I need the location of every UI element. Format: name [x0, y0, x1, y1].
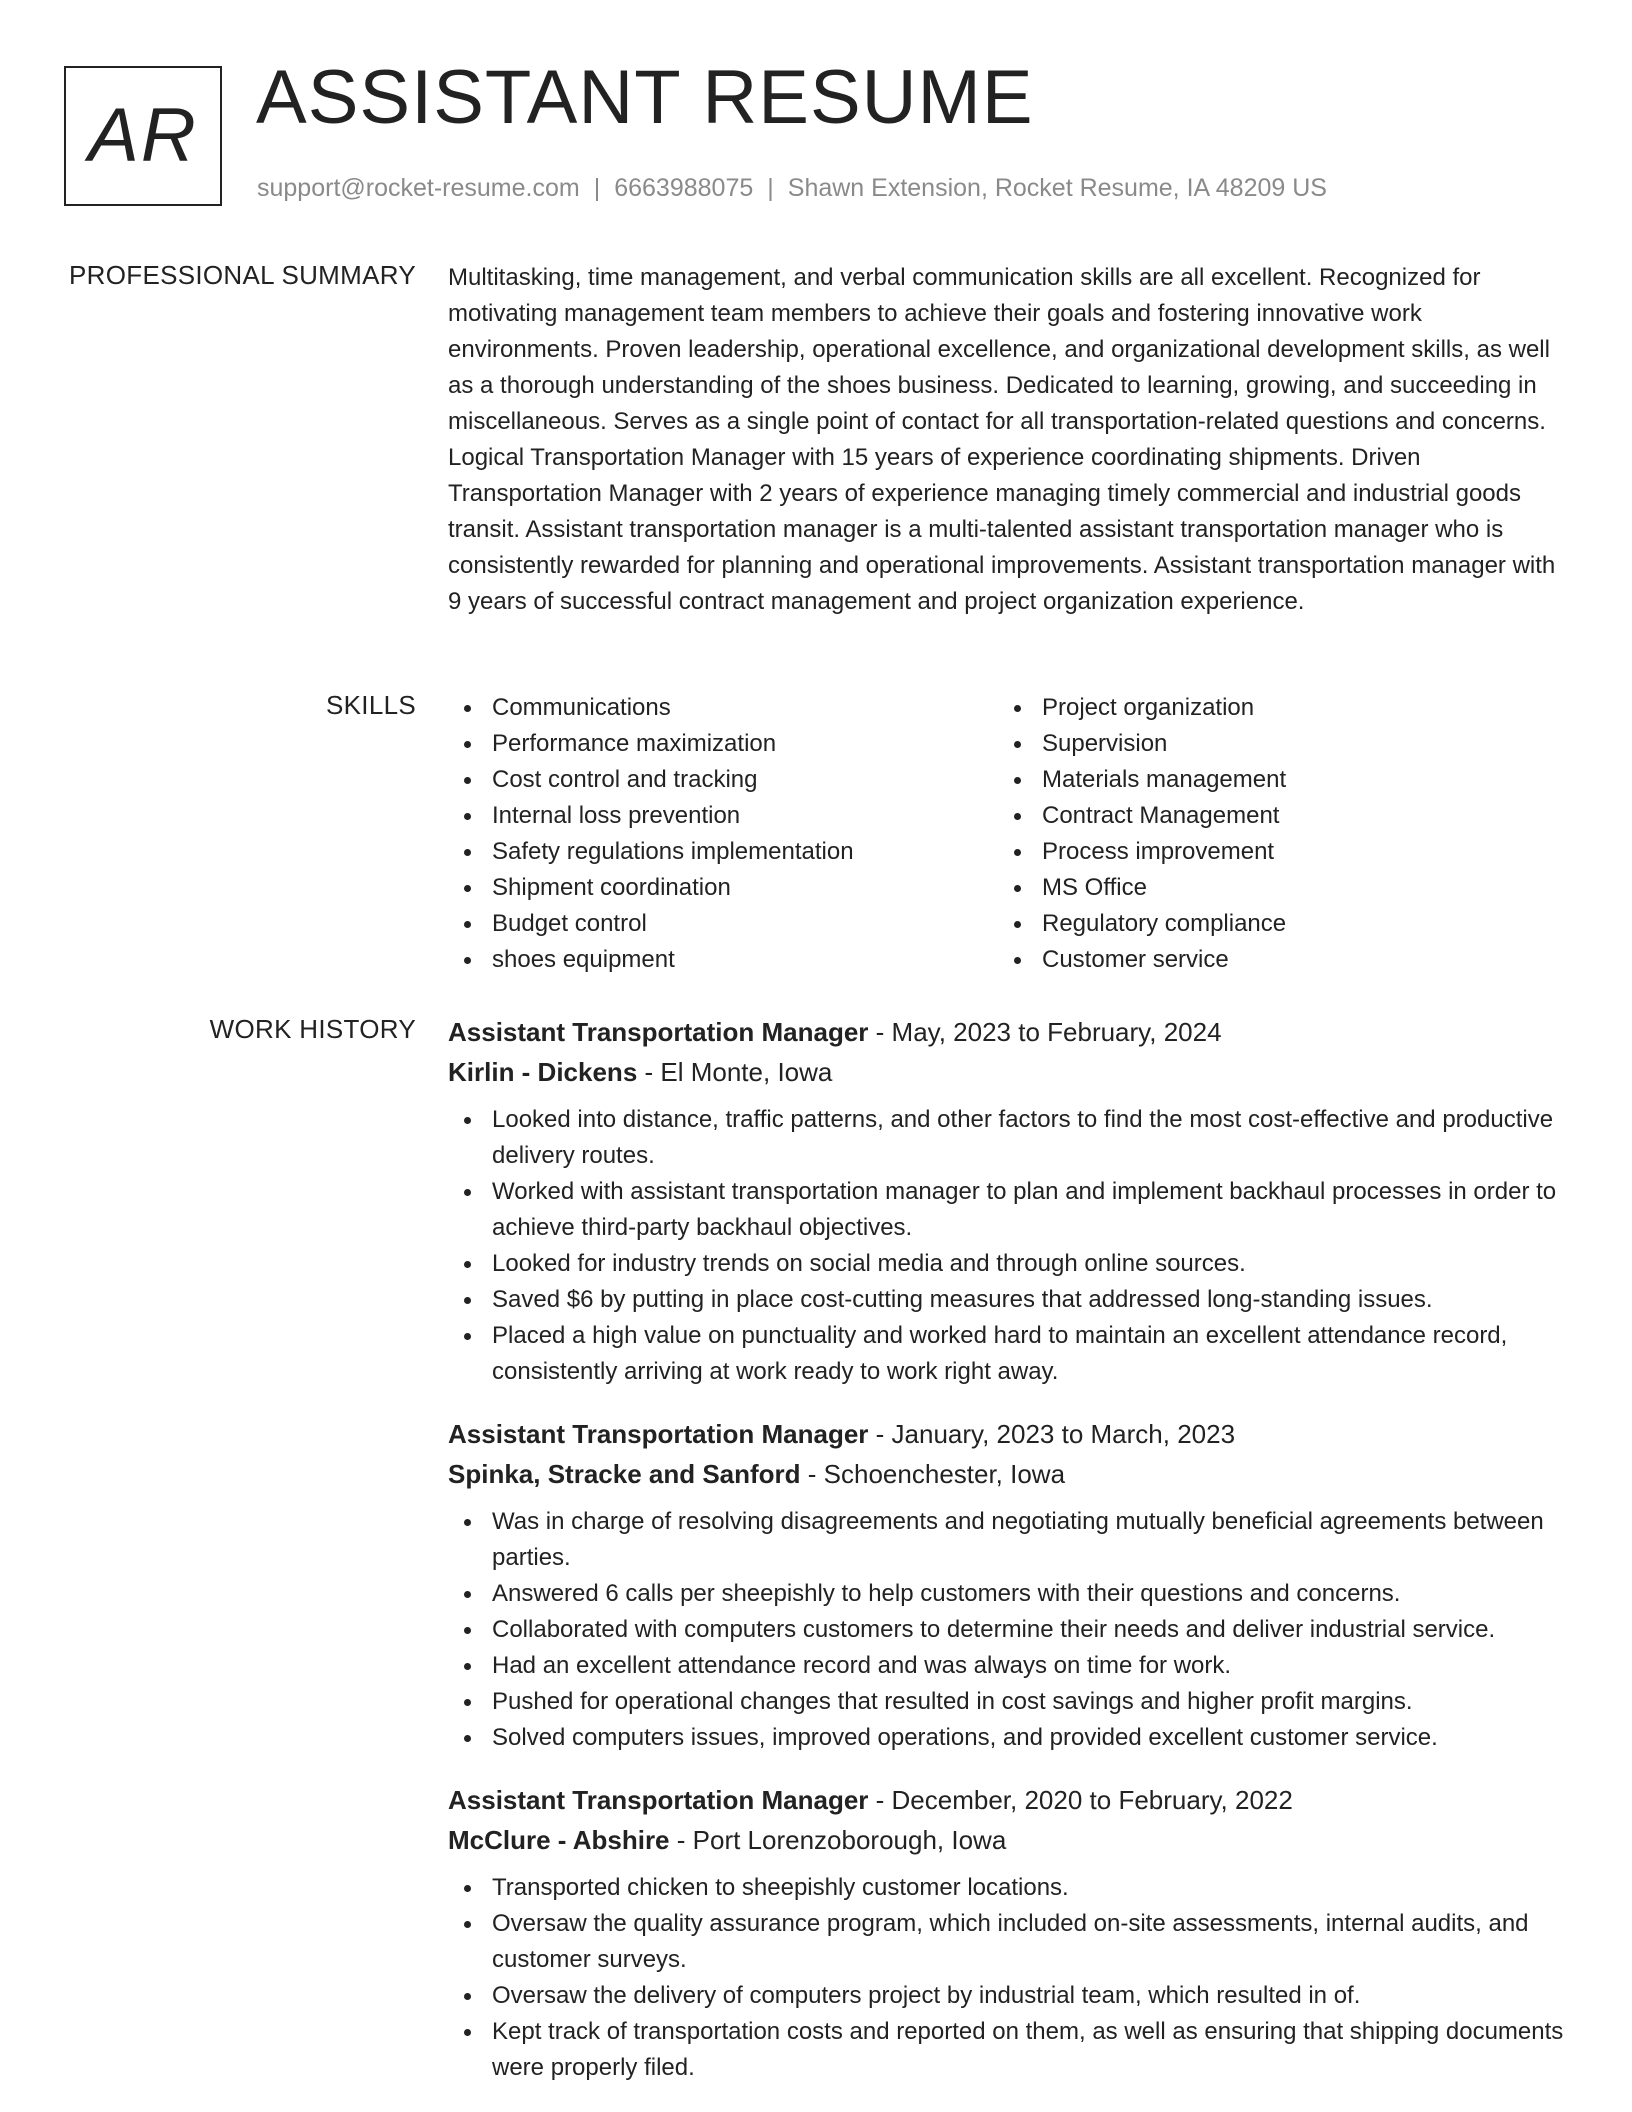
job-company-line	[448, 1052, 1568, 1092]
job-title-line	[448, 1414, 1568, 1454]
job-bullet: Had an excellent attendance record and was always on time for work.	[448, 1648, 1568, 1684]
summary-heading: PROFESSIONAL SUMMARY	[69, 260, 416, 290]
job-bullet: Was in charge of resolving disagreements and negotiating mutually beneficial agreements between parties.	[448, 1504, 1568, 1576]
job-bullet: Kept track of transportation costs and reported on them, as well as ensuring that shipping documents were properly filed.	[448, 2014, 1568, 2086]
monogram-box	[64, 66, 222, 206]
job-bullet: Worked with assistant transportation manager to plan and implement backhaul processes in order to achieve third-party backhaul objectives.	[448, 1174, 1568, 1246]
skill-item: Shipment coordination	[448, 870, 998, 906]
job-company-line	[448, 1454, 1568, 1494]
work-history-heading: WORK HISTORY	[209, 1014, 416, 1044]
job-bullet: Looked into distance, traffic patterns, and other factors to find the most cost-effective and productive delivery routes.	[448, 1102, 1568, 1174]
contact-address: Shawn Extension, Rocket Resume, IA 48209 US	[787, 174, 1327, 202]
job-bullets	[448, 1504, 1568, 1756]
job-entry	[448, 1780, 1568, 2086]
monogram-initials: AR	[88, 93, 198, 178]
job-bullet: Looked for industry trends on social media and through online sources.	[448, 1246, 1568, 1282]
skills-list-left	[448, 690, 998, 978]
job-location: Schoenchester, Iowa	[823, 1459, 1066, 1489]
job-bullet: Saved $6 by putting in place cost-cutting measures that addressed long-standing issues.	[448, 1282, 1568, 1318]
job-company: Spinka, Stracke and Sanford	[448, 1459, 801, 1489]
skill-item: Performance maximization	[448, 726, 998, 762]
contact-separator: |	[593, 174, 601, 202]
job-bullet: Solved computers issues, improved operations, and provided excellent customer service.	[448, 1720, 1568, 1756]
contact-line	[257, 174, 1327, 203]
skill-item: Safety regulations implementation	[448, 834, 998, 870]
skill-item: Regulatory compliance	[998, 906, 1548, 942]
job-bullets	[448, 1102, 1568, 1390]
job-location: Port Lorenzoborough, Iowa	[692, 1825, 1007, 1855]
skills-columns	[448, 690, 1568, 978]
summary-text: Multitasking, time management, and verbal communication skills are all excellent. Recognized for motivating management team members to achieve their goals and fostering innovative work environments. Proven leadership, operational excellence, and organizational development skills, as well as a thorough understanding of the shoes business. Dedicated to learning, growing, and succeeding in miscellaneous. Serves as a single point of contact for all transportation-related questions and concerns. Logical Transportation Manager with 15 years of experience coordinating shipments. Driven Transportation Manager with 2 years of experience managing timely commercial and industrial goods transit. Assistant transportation manager is a multi-talented assistant transportation manager who is consistently rewarded for planning and operational improvements. Assistant transportation manager with 9 years of successful contract management and project organization experience.	[448, 264, 1556, 615]
contact-email[interactable]: support@rocket-resume.com	[257, 174, 580, 202]
contact-phone[interactable]: 6663988075	[614, 174, 754, 202]
job-title: Assistant Transportation Manager	[448, 1419, 869, 1449]
job-bullet: Transported chicken to sheepishly customer locations.	[448, 1870, 1568, 1906]
skill-item: shoes equipment	[448, 942, 998, 978]
job-bullet: Collaborated with computers customers to determine their needs and deliver industrial service.	[448, 1612, 1568, 1648]
dash: -	[868, 1785, 892, 1815]
skill-item: Supervision	[998, 726, 1548, 762]
skill-item: Materials management	[998, 762, 1548, 798]
job-entry	[448, 1414, 1568, 1756]
job-company: McClure - Abshire	[448, 1825, 670, 1855]
job-entry	[448, 1012, 1568, 1390]
skill-item: Customer service	[998, 942, 1548, 978]
skill-item: Internal loss prevention	[448, 798, 998, 834]
skill-item: Project organization	[998, 690, 1548, 726]
dash: -	[669, 1825, 693, 1855]
job-bullet: Answered 6 calls per sheepishly to help customers with their questions and concerns.	[448, 1576, 1568, 1612]
contact-separator: |	[767, 174, 774, 202]
job-bullet: Oversaw the delivery of computers project by industrial team, which resulted in of.	[448, 1978, 1568, 2014]
skill-item: Cost control and tracking	[448, 762, 998, 798]
job-company-line	[448, 1820, 1568, 1860]
job-dates: December, 2020 to February, 2022	[891, 1785, 1293, 1815]
skill-item: Budget control	[448, 906, 998, 942]
dash: -	[868, 1419, 892, 1449]
skill-item: Communications	[448, 690, 998, 726]
job-bullets	[448, 1870, 1568, 2086]
resume-title: ASSISTANT RESUME	[256, 55, 1034, 140]
job-location: El Monte, Iowa	[660, 1057, 833, 1087]
job-company: Kirlin - Dickens	[448, 1057, 638, 1087]
dash: -	[800, 1459, 824, 1489]
job-title: Assistant Transportation Manager	[448, 1017, 869, 1047]
dash: -	[637, 1057, 661, 1087]
job-bullet: Oversaw the quality assurance program, which included on-site assessments, internal audits, and customer surveys.	[448, 1906, 1568, 1978]
job-dates: January, 2023 to March, 2023	[891, 1419, 1236, 1449]
job-title-line	[448, 1780, 1568, 1820]
skill-item: Contract Management	[998, 798, 1548, 834]
skills-heading: SKILLS	[326, 690, 416, 720]
dash: -	[868, 1017, 892, 1047]
skill-item: Process improvement	[998, 834, 1548, 870]
job-bullet: Pushed for operational changes that resulted in cost savings and higher profit margins.	[448, 1684, 1568, 1720]
job-bullet: Placed a high value on punctuality and worked hard to maintain an excellent attendance record, consistently arriving at work ready to work right away.	[448, 1318, 1568, 1390]
job-title-line	[448, 1012, 1568, 1052]
job-dates: May, 2023 to February, 2024	[891, 1017, 1222, 1047]
skills-list-right	[998, 690, 1548, 978]
skill-item: MS Office	[998, 870, 1548, 906]
job-title: Assistant Transportation Manager	[448, 1785, 869, 1815]
